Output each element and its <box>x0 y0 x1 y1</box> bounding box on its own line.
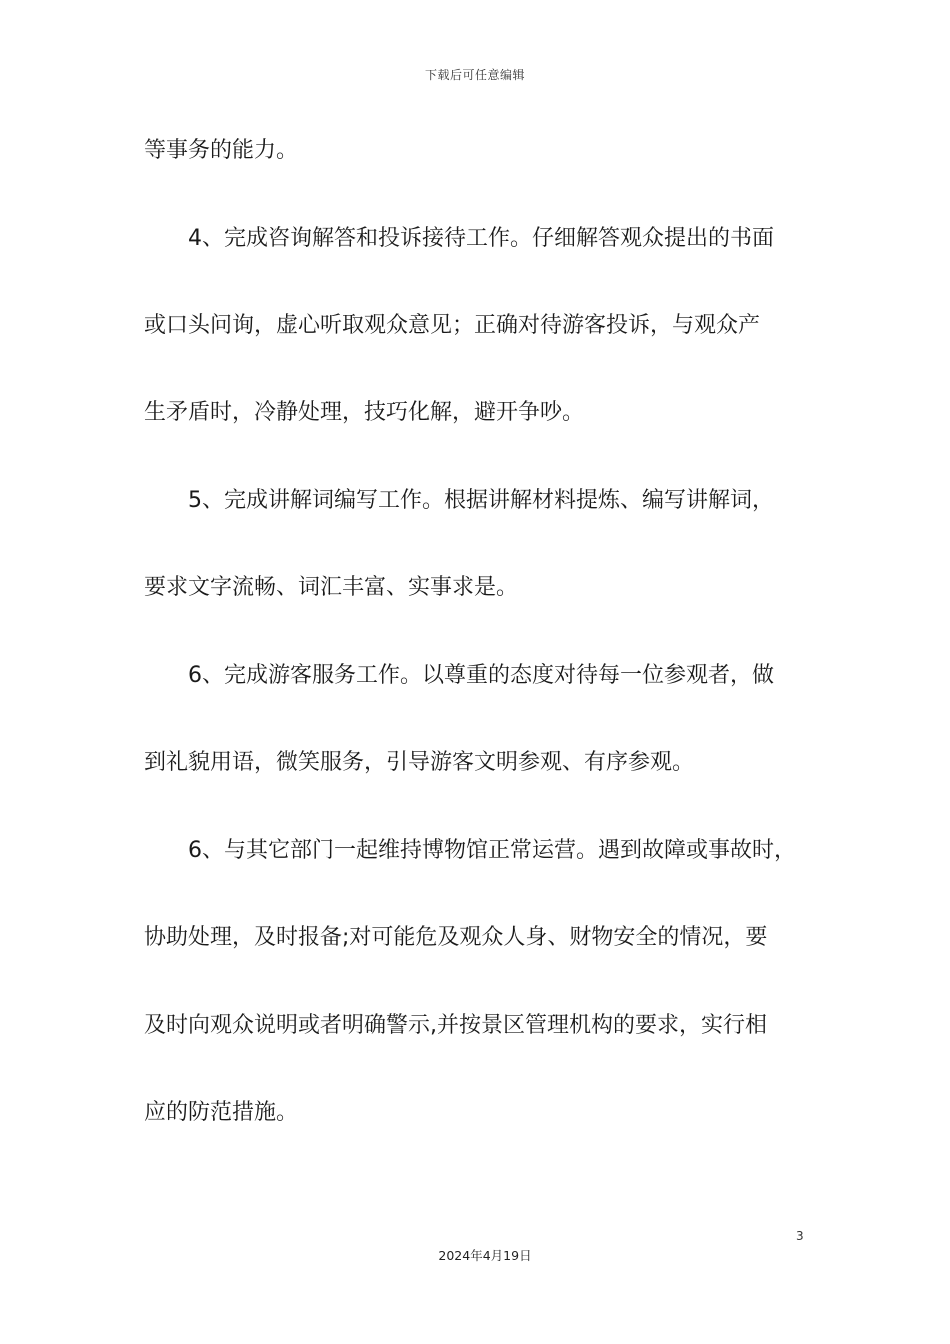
footer-date: 2024年4月19日 <box>438 1248 532 1263</box>
paragraph-line: 要求文字流畅、词汇丰富、实事求是。 <box>144 575 519 600</box>
paragraph-line: 4、完成咨询解答和投诉接待工作。仔细解答观众提出的书面 <box>188 226 774 251</box>
paragraph-line: 到礼貌用语，微笑服务，引导游客文明参观、有序参观。 <box>144 750 695 775</box>
paragraph-line: 及时向观众说明或者明确警示,并按景区管理机构的要求，实行相 <box>144 1013 767 1038</box>
paragraph-line: 等事务的能力。 <box>144 138 299 163</box>
paragraph-line: 6、与其它部门一起维持博物馆正常运营。遇到故障或事故时， <box>188 838 796 863</box>
paragraph-line: 应的防范措施。 <box>144 1100 299 1125</box>
paragraph-line: 协助处理，及时报备;对可能危及观众人身、财物安全的情况，要 <box>144 925 768 950</box>
paragraph-line: 生矛盾时，冷静处理，技巧化解，避开争吵。 <box>144 400 585 425</box>
paragraph-line: 5、完成讲解词编写工作。根据讲解材料提炼、编写讲解词， <box>188 488 774 513</box>
paragraph-line: 6、完成游客服务工作。以尊重的态度对待每一位参观者，做 <box>188 663 774 688</box>
page-header: 下载后可任意编辑 <box>424 68 525 82</box>
page-number: 3 <box>796 1229 804 1243</box>
paragraph-line: 或口头问询，虚心听取观众意见；正确对待游客投诉，与观众产 <box>144 313 761 338</box>
